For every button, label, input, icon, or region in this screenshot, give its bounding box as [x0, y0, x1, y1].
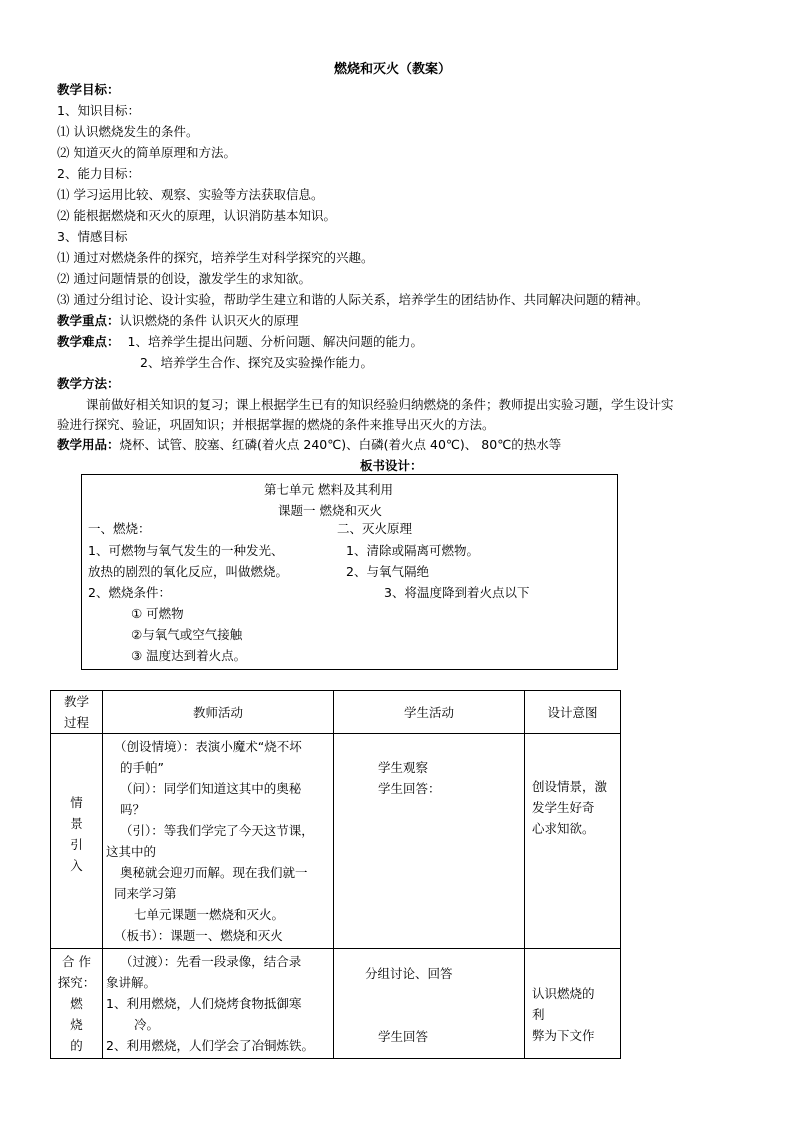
- header-process: [51, 691, 103, 734]
- board-definition-2: 放热的剧烈的氧化反应，叫做燃烧。: [88, 564, 289, 579]
- teacher-line: 冷。: [134, 1017, 160, 1032]
- lesson-process-table: [50, 690, 621, 1059]
- process-char: 景: [70, 816, 83, 831]
- board-conditions-head: 2、燃烧条件：: [88, 585, 171, 600]
- teacher-line: 2、利用燃烧，人们学会了冶铜炼铁。: [106, 1038, 314, 1053]
- teacher-line: 象讲解。: [106, 975, 157, 990]
- table-row: [51, 949, 621, 1059]
- process-char: 情: [70, 795, 83, 810]
- teacher-line: 的手帕”: [120, 760, 164, 775]
- ability-heading: 2、能力目标：: [57, 166, 140, 181]
- teacher-line: 1、利用燃烧，人们烧烤食物抵御寒: [106, 996, 302, 1011]
- table-row: [51, 734, 621, 949]
- ability-item-1: ⑴ 学习运用比较、观察、实验等方法获取信息。: [57, 187, 324, 202]
- process-char: 合 作: [62, 954, 91, 969]
- process-cell: [51, 734, 103, 949]
- process-char: 烧: [70, 1017, 83, 1032]
- board-unit: 第七单元 燃料及其利用: [264, 482, 393, 497]
- process-char: 探究：: [57, 975, 96, 990]
- board-extinguish-head: 二、灭火原理: [337, 521, 413, 536]
- page-title: 燃烧和灭火（教案）: [334, 62, 452, 77]
- intent-line: 利: [532, 1007, 545, 1022]
- ability-item-2: ⑵ 能根据燃烧和灭火的原理，认识消防基本知识。: [57, 208, 336, 223]
- header-process-line: 教学: [63, 694, 89, 709]
- table-header-row: [51, 691, 621, 734]
- teacher-activity-cell: [103, 734, 334, 949]
- difficulty-item-1: 1、培养学生提出问题、分析问题、解决问题的能力。: [127, 334, 423, 349]
- board-definition-1: 1、可燃物与氧气发生的一种发光、: [88, 543, 284, 558]
- intent-line: 心求知欲。: [532, 821, 595, 836]
- board-condition-1: ① 可燃物: [131, 606, 184, 621]
- board-principle-2: 2、与氧气隔绝: [346, 564, 429, 579]
- knowledge-heading: 1、知识目标：: [57, 103, 140, 118]
- materials-label: 教学用品：: [57, 437, 120, 452]
- difficulties-label: 教学难点：: [57, 334, 120, 349]
- difficulties: [57, 332, 423, 352]
- process-char: 燃: [70, 996, 83, 1011]
- knowledge-item-2: ⑵ 知道灭火的简单原理和方法。: [57, 145, 236, 160]
- process-char: 的: [70, 1038, 83, 1053]
- board-principle-1: 1、清除或隔离可燃物。: [346, 543, 479, 558]
- board-principle-3: 3、将温度降到着火点以下: [384, 585, 530, 600]
- teacher-line: 这其中的: [106, 844, 157, 859]
- knowledge-item-1: ⑴ 认识燃烧发生的条件。: [57, 124, 199, 139]
- key-points-label: 教学重点：: [57, 313, 120, 328]
- emotion-item-3: ⑶ 通过分组讨论、设计实验，帮助学生建立和谐的人际关系，培养学生的团结协作、共同解决问题的精神。: [57, 292, 649, 307]
- emotion-item-1: ⑴ 通过对燃烧条件的探究，培养学生对科学探究的兴趣。: [57, 250, 374, 265]
- student-line: 学生回答: [378, 1029, 429, 1044]
- student-line: 分组讨论、回答: [365, 966, 453, 981]
- header-intent: 设计意图: [525, 691, 621, 734]
- design-intent-cell: [525, 949, 621, 1059]
- board-design-box: [81, 474, 618, 670]
- student-activity-cell: [334, 949, 525, 1059]
- header-student: 学生活动: [334, 691, 525, 734]
- board-heading: 板书设计：: [360, 458, 423, 473]
- teacher-line: （创设情境）：表演小魔术“烧不坏: [114, 739, 302, 754]
- emotion-heading: 3、情感目标: [57, 229, 128, 244]
- board-condition-3: ③ 温度达到着火点。: [131, 648, 247, 663]
- student-line: 学生回答：: [378, 781, 441, 796]
- board-condition-2: ②与氧气或空气接触: [131, 627, 243, 642]
- methods-line-1: 课前做好相关知识的复习；课上根据学生已有的知识经验归纳燃烧的条件；教师提出实验习题，学生设计实: [86, 397, 674, 412]
- intent-line: 创设情景，激: [532, 779, 608, 794]
- methods-line-2: 验进行探究、验证，巩固知识；并根据掌握的燃烧的条件来推导出灭火的方法。: [57, 417, 495, 432]
- teacher-line: （问）：同学们知道这其中的奥秘: [120, 781, 302, 796]
- teacher-line: 同来学习第: [114, 886, 177, 901]
- board-combustion-head: 一、燃烧：: [88, 521, 151, 536]
- teacher-line: （引）：等我们学完了今天这节课，: [120, 823, 314, 838]
- teacher-line: 七单元课题一燃烧和灭火。: [134, 907, 285, 922]
- key-points-text: 认识燃烧的条件 认识灭火的原理: [119, 313, 299, 328]
- objectives-heading: 教学目标：: [57, 82, 120, 97]
- teacher-line: 吗？: [120, 802, 146, 817]
- materials-text: 烧杯、试管、胶塞、红磷(着火点 240℃)、白磷(着火点 40℃)、 80℃的热水等: [119, 437, 562, 452]
- methods-label: 教学方法：: [57, 376, 120, 391]
- teacher-line: （过渡）：先看一段录像，结合录: [120, 954, 302, 969]
- design-intent-cell: [525, 734, 621, 949]
- materials: [57, 435, 561, 455]
- intent-line: 发学生好奇: [532, 800, 595, 815]
- teacher-line: 奥秘就会迎刃而解。现在我们就一: [120, 865, 308, 880]
- process-char: 引: [70, 837, 83, 852]
- process-char: 入: [70, 858, 83, 873]
- board-lesson: 课题一 燃烧和灭火: [278, 503, 382, 518]
- emotion-item-2: ⑵ 通过问题情景的创设，激发学生的求知欲。: [57, 271, 311, 286]
- student-line: 学生观察: [378, 760, 429, 775]
- process-cell: [51, 949, 103, 1059]
- intent-line: 弊为下文作: [532, 1028, 595, 1043]
- header-teacher: 教师活动: [103, 691, 334, 734]
- student-activity-cell: [334, 734, 525, 949]
- header-process-line: 过程: [63, 715, 89, 730]
- teacher-activity-cell: [103, 949, 334, 1059]
- difficulty-item-2: 2、培养学生合作、探究及实验操作能力。: [140, 355, 373, 370]
- intent-line: 认识燃烧的: [532, 986, 595, 1001]
- key-points: [57, 311, 299, 331]
- teacher-line: （板书）：课题一、燃烧和灭火: [114, 928, 283, 943]
